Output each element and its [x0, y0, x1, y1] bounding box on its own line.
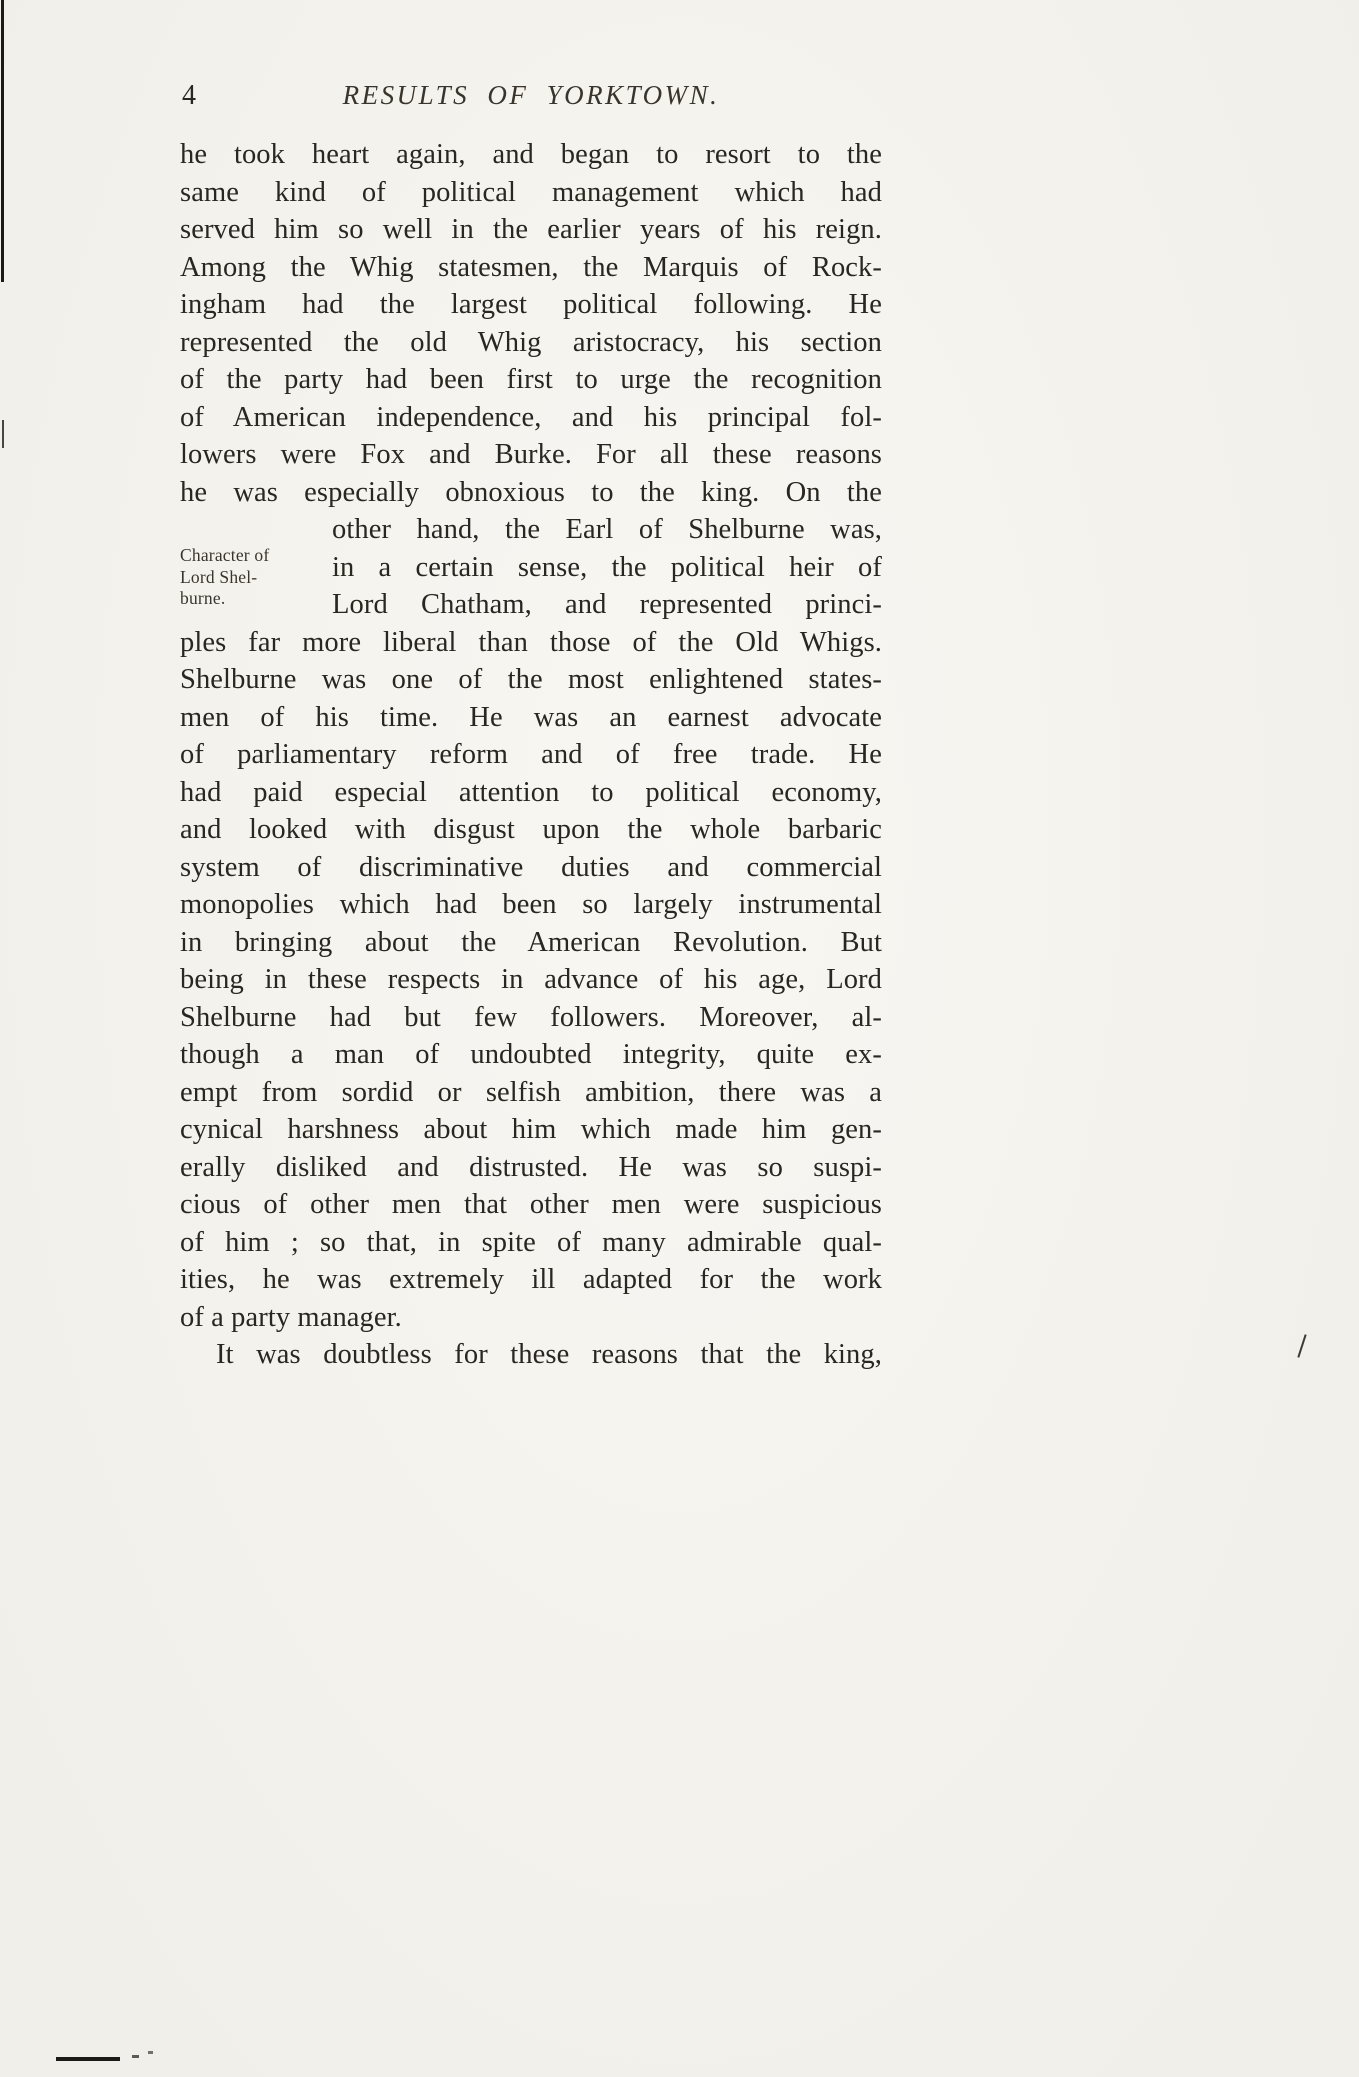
text-line-paragraph-end: of a party manager.	[180, 1301, 402, 1333]
scan-artifact-bottom-dot	[132, 2055, 139, 2058]
text-block	[180, 136, 882, 1374]
text-line: Shelburne had but few followers. Moreover, al-	[180, 1001, 882, 1033]
text-line-paragraph-start: It was doubtless for these reasons that the king,	[216, 1339, 882, 1370]
text-line-beside-sidenote: other hand, the Earl of Shelburne was,	[332, 514, 882, 545]
scan-artifact-left-line	[1, 0, 4, 282]
text-line: same kind of political management which had	[180, 176, 882, 208]
text-line: ples far more liberal than those of the Old Whigs.	[180, 626, 882, 658]
text-line: empt from sordid or selfish ambition, there was a	[180, 1076, 882, 1108]
text-line: Among the Whig statesmen, the Marquis of Rock-	[180, 251, 882, 283]
text-line: cious of other men that other men were suspicious	[180, 1189, 882, 1220]
scan-artifact-bottom-dash	[56, 2057, 120, 2061]
text-line: ities, he was extremely ill adapted for the work	[180, 1264, 882, 1295]
text-line: men of his time. He was an earnest advocate	[180, 701, 882, 733]
text-line: and looked with disgust upon the whole barbaric	[180, 814, 882, 845]
text-line: served him so well in the earlier years of his reign.	[180, 214, 882, 245]
text-line: ingham had the largest political following. He	[180, 289, 882, 320]
text-line: of parliamentary reform and of free trade. He	[180, 739, 882, 770]
sidenote	[180, 545, 328, 610]
text-line: though a man of undoubted integrity, quite ex-	[180, 1039, 882, 1070]
text-line: of American independence, and his principal fol-	[180, 401, 882, 433]
text-line: Shelburne was one of the most enlightened states-	[180, 664, 882, 695]
running-title: RESULTS OF YORKTOWN.	[342, 80, 720, 110]
page-number: 4	[182, 80, 196, 111]
text-line: erally disliked and distrusted. He was so suspi-	[180, 1151, 882, 1183]
scan-artifact-slash-mark	[1297, 1334, 1306, 1357]
text-line-beside-sidenote: in a certain sense, the political heir of	[332, 551, 882, 583]
text-line: had paid especial attention to political economy,	[180, 776, 882, 808]
scan-artifact-bottom-dot	[148, 2051, 153, 2054]
text-line-beside-sidenote: Lord Chatham, and represented princi-	[332, 589, 882, 620]
text-line: monopolies which had been so largely instrumental	[180, 889, 882, 920]
text-line: he was especially obnoxious to the king. On the	[180, 476, 882, 508]
sidenote-line: Character of	[180, 545, 270, 565]
text-line: he took heart again, and began to resort to the	[180, 139, 882, 170]
text-line: being in these respects in advance of his age, Lord	[180, 964, 882, 995]
page-header	[180, 80, 882, 116]
text-line: of the party had been first to urge the recognition	[180, 364, 882, 395]
text-line: cynical harshness about him which made him gen-	[180, 1114, 882, 1145]
sidenote-line: Lord Shel-	[180, 566, 258, 587]
text-line: lowers were Fox and Burke. For all these reasons	[180, 439, 882, 470]
text-line: system of discriminative duties and commercial	[180, 851, 882, 883]
text-line: in bringing about the American Revolution. But	[180, 926, 882, 958]
scan-artifact-left-mark	[2, 420, 4, 448]
text-line: represented the old Whig aristocracy, his section	[180, 326, 882, 358]
text-line: of him ; so that, in spite of many admirable qual-	[180, 1226, 882, 1258]
sidenote-line: burne.	[180, 588, 226, 608]
